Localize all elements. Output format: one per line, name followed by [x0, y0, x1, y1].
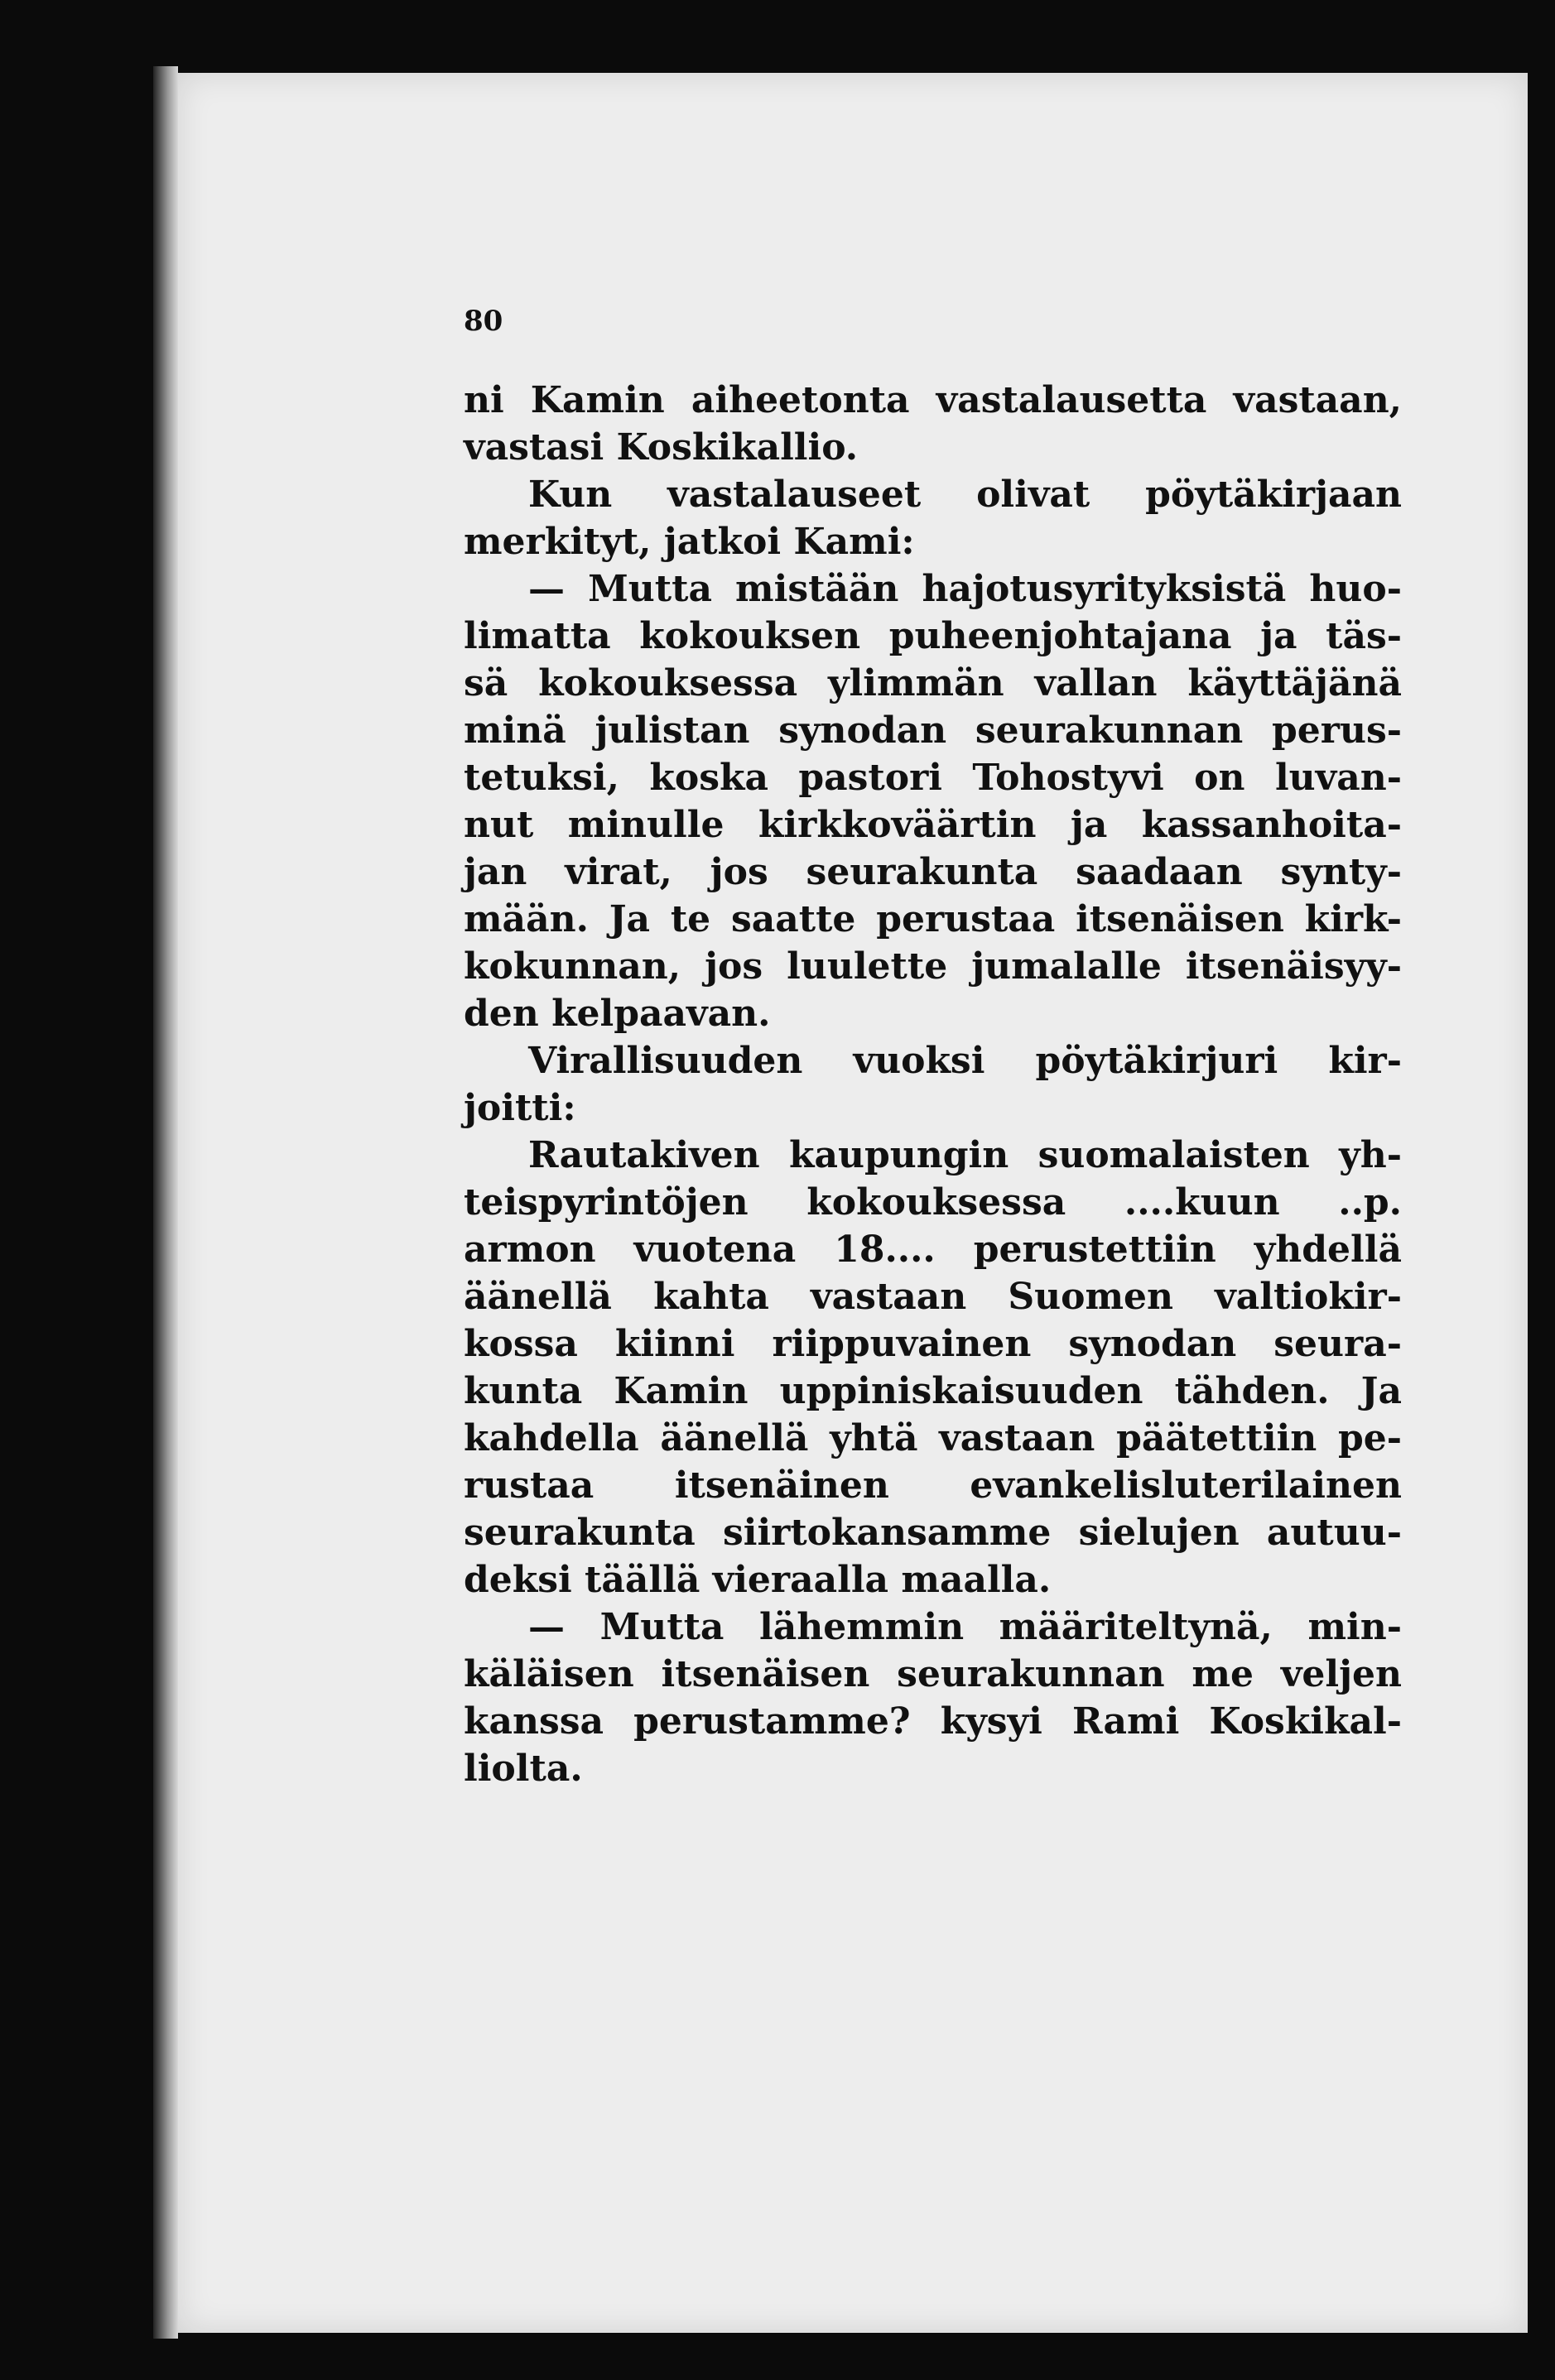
- text-line: — Mutta mistään hajotusyrityksistä huo-: [528, 568, 1402, 610]
- text-line: liolta.: [464, 1748, 583, 1790]
- text-line: seurakunta siirtokansamme sielujen autuu-: [464, 1512, 1402, 1554]
- body-text: [464, 377, 1402, 1792]
- text-line: käläisen itsenäisen seurakunnan me veljen: [464, 1653, 1402, 1695]
- text-line: mään. Ja te saatte perustaa itsenäisen kirk-: [464, 898, 1402, 940]
- paragraph: [464, 471, 1402, 565]
- paragraph: [464, 377, 1402, 471]
- book-spine-edge: [153, 66, 178, 2339]
- text-line: teispyrintöjen kokouksessa ....kuun ..p.: [464, 1181, 1402, 1224]
- text-line: limatta kokouksen puheenjohtajana ja täs-: [464, 615, 1402, 657]
- text-line: jan virat, jos seurakunta saadaan synty-: [464, 851, 1402, 893]
- text-line: nut minulle kirkkoväärtin ja kassanhoita-: [464, 804, 1402, 846]
- text-line: Virallisuuden vuoksi pöytäkirjuri kir-: [528, 1040, 1402, 1082]
- paragraph: [464, 1603, 1402, 1792]
- text-line: Rautakiven kaupungin suomalaisten yh-: [528, 1134, 1402, 1176]
- text-line: vastasi Koskikallio.: [464, 426, 859, 469]
- text-line: kunta Kamin uppiniskaisuuden tähden. Ja: [464, 1370, 1402, 1412]
- text-line: joitti:: [464, 1087, 576, 1129]
- paragraph: [464, 1037, 1402, 1132]
- text-line: ni Kamin aiheetonta vastalausetta vastaan,: [464, 379, 1402, 421]
- text-line: tetuksi, koska pastori Tohostyvi on luvan-: [464, 757, 1402, 799]
- text-line: rustaa itsenäinen evankelisluterilainen: [464, 1464, 1402, 1507]
- page-number: 80: [464, 305, 503, 338]
- text-line: Kun vastalauseet olivat pöytäkirjaan: [528, 474, 1402, 516]
- text-line: deksi täällä vieraalla maalla.: [464, 1559, 1052, 1601]
- text-line: äänellä kahta vastaan Suomen valtiokir-: [464, 1276, 1402, 1318]
- text-line: kahdella äänellä yhtä vastaan päätettiin pe-: [464, 1417, 1402, 1459]
- text-line: kokunnan, jos luulette jumalalle itsenäisyy-: [464, 945, 1402, 988]
- text-line: kanssa perustamme? kysyi Rami Koskikal-: [464, 1700, 1402, 1743]
- text-line: den kelpaavan.: [464, 993, 771, 1035]
- text-line: sä kokouksessa ylimmän vallan käyttäjänä: [464, 662, 1402, 704]
- text-line: armon vuotena 18.... perustettiin yhdellä: [464, 1228, 1402, 1271]
- paragraph: [464, 1132, 1402, 1603]
- text-line: kossa kiinni riippuvainen synodan seura-: [464, 1323, 1402, 1365]
- text-line: merkityt, jatkoi Kami:: [464, 521, 915, 563]
- text-line: — Mutta lähemmin määriteltynä, min-: [528, 1606, 1402, 1648]
- text-line: minä julistan synodan seurakunnan perus-: [464, 709, 1402, 752]
- paragraph: [464, 565, 1402, 1037]
